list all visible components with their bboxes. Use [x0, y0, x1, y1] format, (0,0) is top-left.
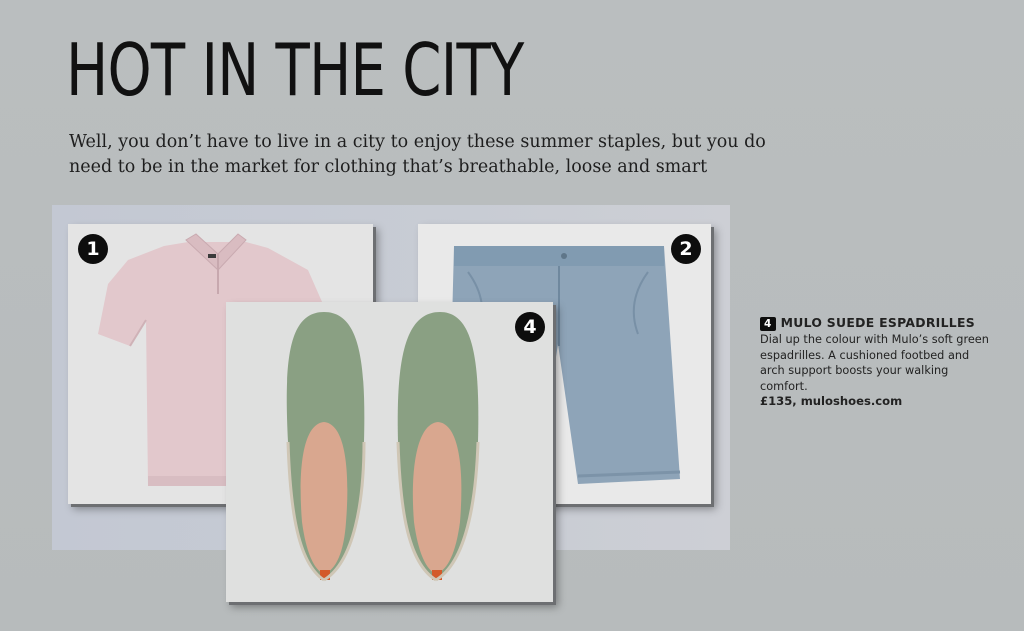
caption-heading-row [760, 315, 990, 331]
product-caption [760, 315, 990, 410]
caption-number: 4 [760, 317, 776, 331]
caption-price: £135, muloshoes.com [760, 394, 903, 408]
espadrilles-image [226, 302, 553, 602]
caption-heading: MULO SUEDE ESPADRILLES [780, 315, 975, 330]
product-number-badge: 1 [78, 234, 108, 264]
caption-body: Dial up the colour with Mulo’s soft green espadrilles. A cushioned footbed and arch support boosts your walking comfort. [760, 333, 989, 393]
article-title: HOT IN THE CITY [66, 28, 524, 112]
product-card-espadrilles [226, 302, 553, 602]
article-intro: Well, you don’t have to live in a city to enjoy these summer staples, but you do need to be in the market for clothing that’s breathable, loose and smart [69, 132, 766, 177]
product-number-badge: 2 [671, 234, 701, 264]
product-number-badge: 4 [515, 312, 545, 342]
